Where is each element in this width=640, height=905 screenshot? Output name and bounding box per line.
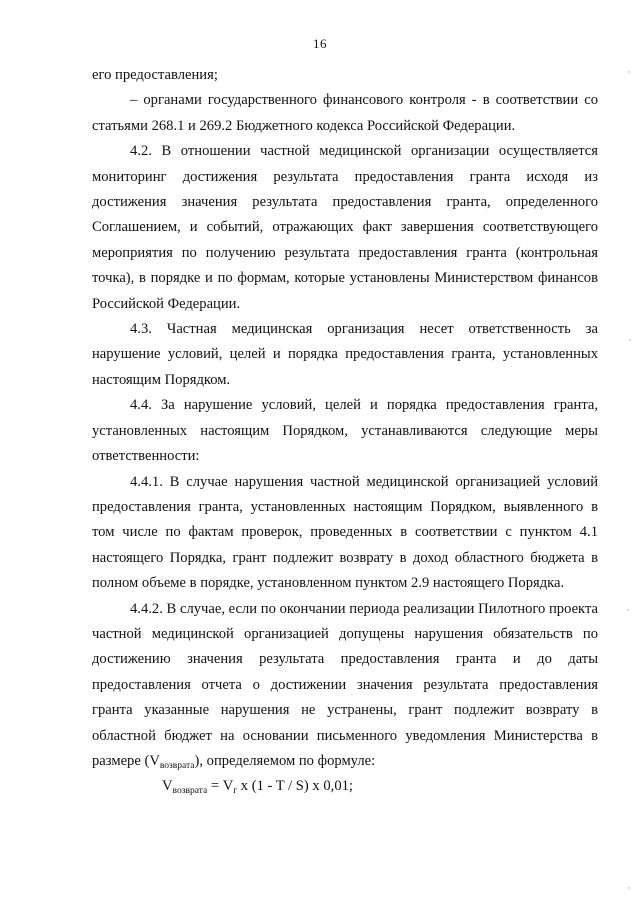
formula-grant-subscript: г (233, 786, 238, 797)
formula-v-return-subscript: возврата (172, 786, 208, 797)
formula-rhs: x (1 - T / S) x 0,01; (237, 778, 353, 795)
paragraph-4-2: 4.2. В отношении частной медицинской организации осуществляется мониторинг достижения результата предоставления гранта исходя из достижения значения результата предоставления гранта, определенного Соглашением, и событий, отражающих факт завершения соответствующего мероприятия по получению результата предоставления гранта (контрольная точка), в порядке и по формам, которые установлены Министерством финансов Российской Федерации. (92, 143, 598, 312)
scan-artifact-dots (624, 0, 634, 905)
paragraph-4-3: 4.3. Частная медицинская организация несет ответственность за нарушение условий, целей и порядка предоставления гранта, установленных настоящим Порядком. (92, 321, 598, 388)
page-number: 16 (313, 36, 327, 51)
formula-v-symbol: V (162, 778, 173, 795)
paragraph-financial-control: – органами государственного финансового контроля - в соответствии со статьями 268.1 и 269.2 Бюджетного кодекса Российской Федерации. (92, 92, 598, 134)
paragraph-4-4-2-tail: ), определяемом по формуле: (194, 752, 376, 769)
v-return-subscript: возврата (159, 760, 195, 771)
document-body (92, 63, 598, 800)
paragraph-4-4-2 (92, 597, 598, 775)
paragraph-4-4-1: 4.4.1. В случае нарушения частной медицинской организацией условий предоставления гранта, установленных настоящим Порядком, выявленного в том числе по фактам проверок, проведенных в соответствии с пунктом 4.1 настоящего Порядка, грант подлежит возврату в доход областного бюджета в полном объеме в порядке, установленном пунктом 2.9 настоящего Порядка. (92, 473, 598, 592)
formula-equals-v: = V (207, 778, 234, 795)
paragraph-4-4: 4.4. За нарушение условий, целей и порядка предоставления гранта, установленных настоящим Порядком, устанавливаются следующие меры ответственности: (92, 397, 598, 465)
paragraph-4-4-2-text: 4.4.2. В случае, если по окончании периода реализации Пилотного проекта частной медицинской организацией допущены нарушения обязательств по достижению значения результата предоставления гранта и до даты предоставления отчета о достижении значения результата предоставления гранта указанные нарушения не устранены, грант подлежит возврату в областной бюджет на основании письменного уведомления Министерства в размере (V (92, 600, 598, 769)
formula (92, 774, 598, 799)
paragraph-continuation: его предоставления; (92, 67, 218, 83)
